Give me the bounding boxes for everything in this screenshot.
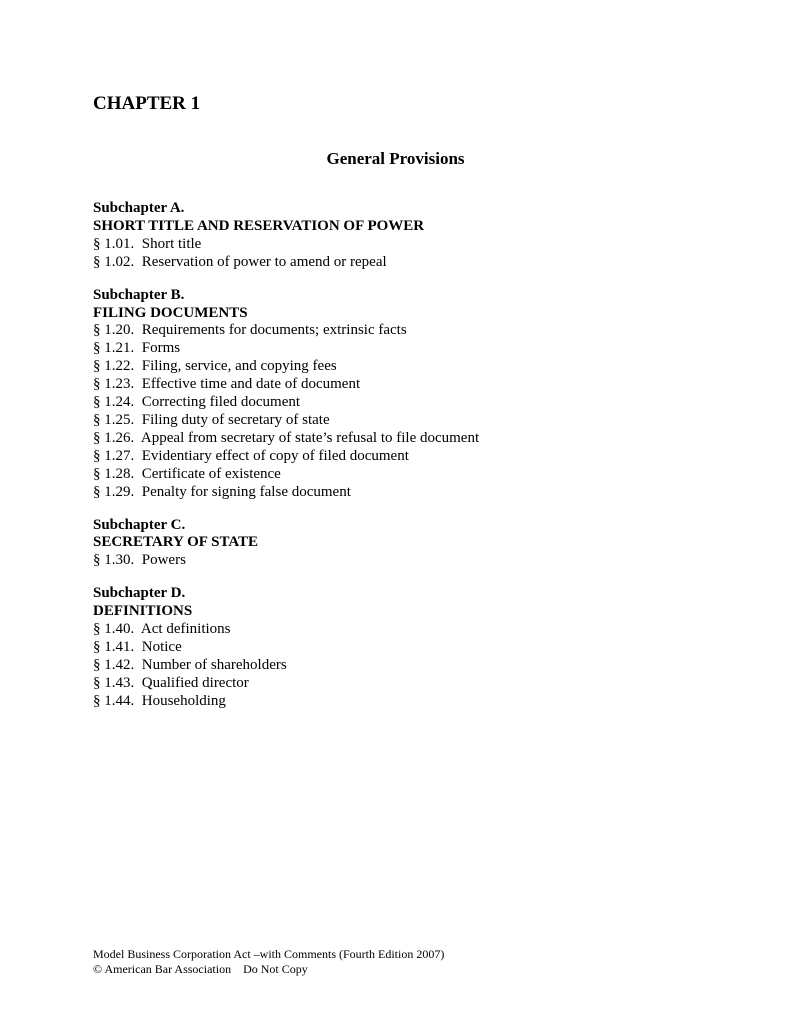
- section-entry: § 1.24. Correcting filed document: [93, 394, 301, 411]
- section-entry: § 1.28. Certificate of existence: [93, 465, 281, 482]
- subchapter-title: DEFINITIONS: [93, 603, 193, 620]
- page-footer: [93, 947, 444, 977]
- section-entry: § 1.27. Evidentiary effect of copy of filed document: [93, 447, 409, 464]
- section-entry: § 1.44. Householding: [93, 692, 226, 709]
- section-entry: § 1.23. Effective time and date of document: [93, 376, 361, 393]
- subchapter-label: Subchapter B.: [93, 286, 185, 303]
- section-entry: § 1.25. Filing duty of secretary of state: [93, 411, 330, 428]
- section-entry: § 1.29. Penalty for signing false document: [93, 483, 351, 500]
- section-entry: § 1.42. Number of shareholders: [93, 656, 287, 673]
- subchapter-label: Subchapter C.: [93, 516, 186, 533]
- section-entry: § 1.40. Act definitions: [93, 621, 231, 638]
- footer-copyright-line: © American Bar Association Do Not Copy: [93, 962, 308, 976]
- section-entry: § 1.41. Notice: [93, 638, 182, 655]
- section-entry: § 1.30. Powers: [93, 552, 186, 569]
- subchapter-a: [93, 200, 743, 272]
- subchapter-title: SECRETARY OF STATE: [93, 534, 259, 551]
- subchapter-title: SHORT TITLE AND RESERVATION OF POWER: [93, 217, 425, 234]
- section-entry: § 1.02. Reservation of power to amend or repeal: [93, 253, 387, 270]
- footer-source-line: Model Business Corporation Act –with Comments (Fourth Edition 2007): [93, 947, 445, 961]
- chapter-title: CHAPTER 1: [93, 93, 201, 114]
- subchapter-c: [93, 517, 743, 571]
- chapter-subtitle: General Provisions: [326, 149, 465, 168]
- section-entry: § 1.26. Appeal from secretary of state’s refusal to file document: [93, 429, 480, 446]
- subchapter-d: [93, 585, 743, 710]
- table-of-contents: [93, 200, 743, 726]
- section-entry: § 1.22. Filing, service, and copying fees: [93, 358, 337, 375]
- subchapter-label: Subchapter D.: [93, 585, 186, 602]
- section-entry: § 1.20. Requirements for documents; extrinsic facts: [93, 322, 407, 339]
- subchapter-label: Subchapter A.: [93, 200, 185, 216]
- section-entry: § 1.01. Short title: [93, 235, 202, 252]
- subchapter-b: [93, 287, 743, 502]
- subchapter-title: FILING DOCUMENTS: [93, 304, 248, 321]
- section-entry: § 1.43. Qualified director: [93, 674, 249, 691]
- section-entry: § 1.21. Forms: [93, 340, 181, 357]
